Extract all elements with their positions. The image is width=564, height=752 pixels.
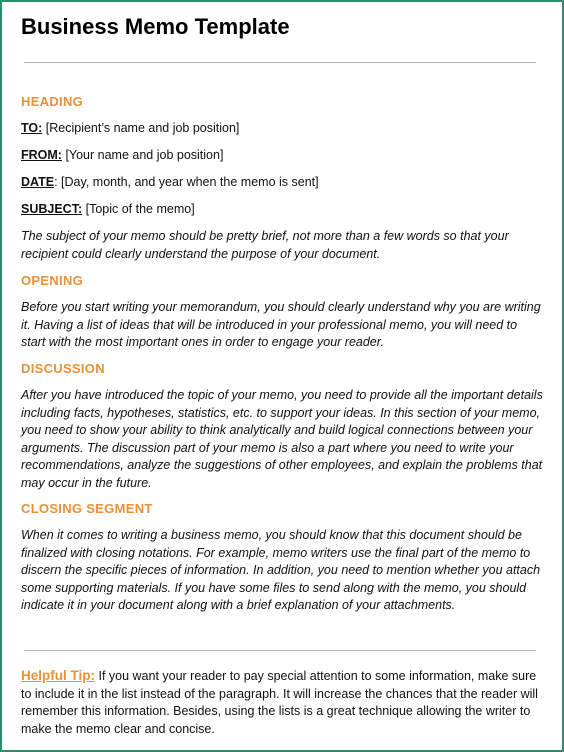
section-heading-closing: CLOSING SEGMENT — [21, 501, 153, 516]
field-to-value: [Recipient’s name and job position] — [42, 121, 240, 135]
field-subject — [21, 202, 195, 216]
field-to-label: TO: — [21, 121, 43, 135]
section-heading-discussion: DISCUSSION — [21, 361, 105, 376]
page-title: Business Memo Template — [21, 14, 290, 39]
field-from — [21, 148, 223, 162]
field-from-label: FROM: — [21, 148, 62, 162]
helpful-tip-text: If you want your reader to pay special attention to some information, make sure to include it in the list instead of the paragraph. It will increase the chances that the reader will remember this information. Besides, using the lists is a great technique allowing the writer to make the memo clear and concise. — [21, 669, 538, 736]
field-to — [21, 121, 239, 135]
field-subject-label: SUBJECT: — [21, 202, 83, 216]
divider-top — [24, 62, 536, 63]
helpful-tip — [21, 667, 543, 738]
helpful-tip-label: Helpful Tip: — [21, 668, 95, 683]
field-date — [21, 175, 319, 189]
divider-bottom — [24, 650, 536, 651]
field-from-value: [Your name and job position] — [61, 148, 224, 162]
section-heading-heading: HEADING — [21, 94, 84, 109]
discussion-text: After you have introduced the topic of your memo, you need to provide all the important details including facts, hypotheses, statistics, etc. to support your ideas. In this section of your memo, you need to show your ability to think analytically and build logical connections between your arguments. The discussion part of your memo is also a part where you need to write your recommendations, analyze the suggestions of other employees, and explain the problems that may occur in the future. — [21, 388, 543, 490]
field-date-label: DATE — [21, 175, 55, 189]
closing-text: When it comes to writing a business memo, you should know that this document should be finalized with closing notations. For example, memo writers use the final part of the memo to discern the specific pieces of information. In addition, you need to mention whether you attach some supporting materials. If you have some files to send along with the memo, you should indicate it in your document along with a brief explanation of your attachments. — [21, 528, 541, 612]
opening-text: Before you start writing your memorandum, you should clearly understand why you are writing it. Having a list of ideas that will be introduced in your professional memo, you will need to start with the most important ones in order to engage your reader. — [21, 300, 541, 349]
heading-note: The subject of your memo should be pretty brief, not more than a few words so that your recipient could clearly understand the purpose of your document. — [21, 229, 509, 261]
section-heading-opening: OPENING — [21, 273, 84, 288]
field-date-value: : [Day, month, and year when the memo is sent] — [54, 175, 319, 189]
field-subject-value: [Topic of the memo] — [82, 202, 195, 216]
